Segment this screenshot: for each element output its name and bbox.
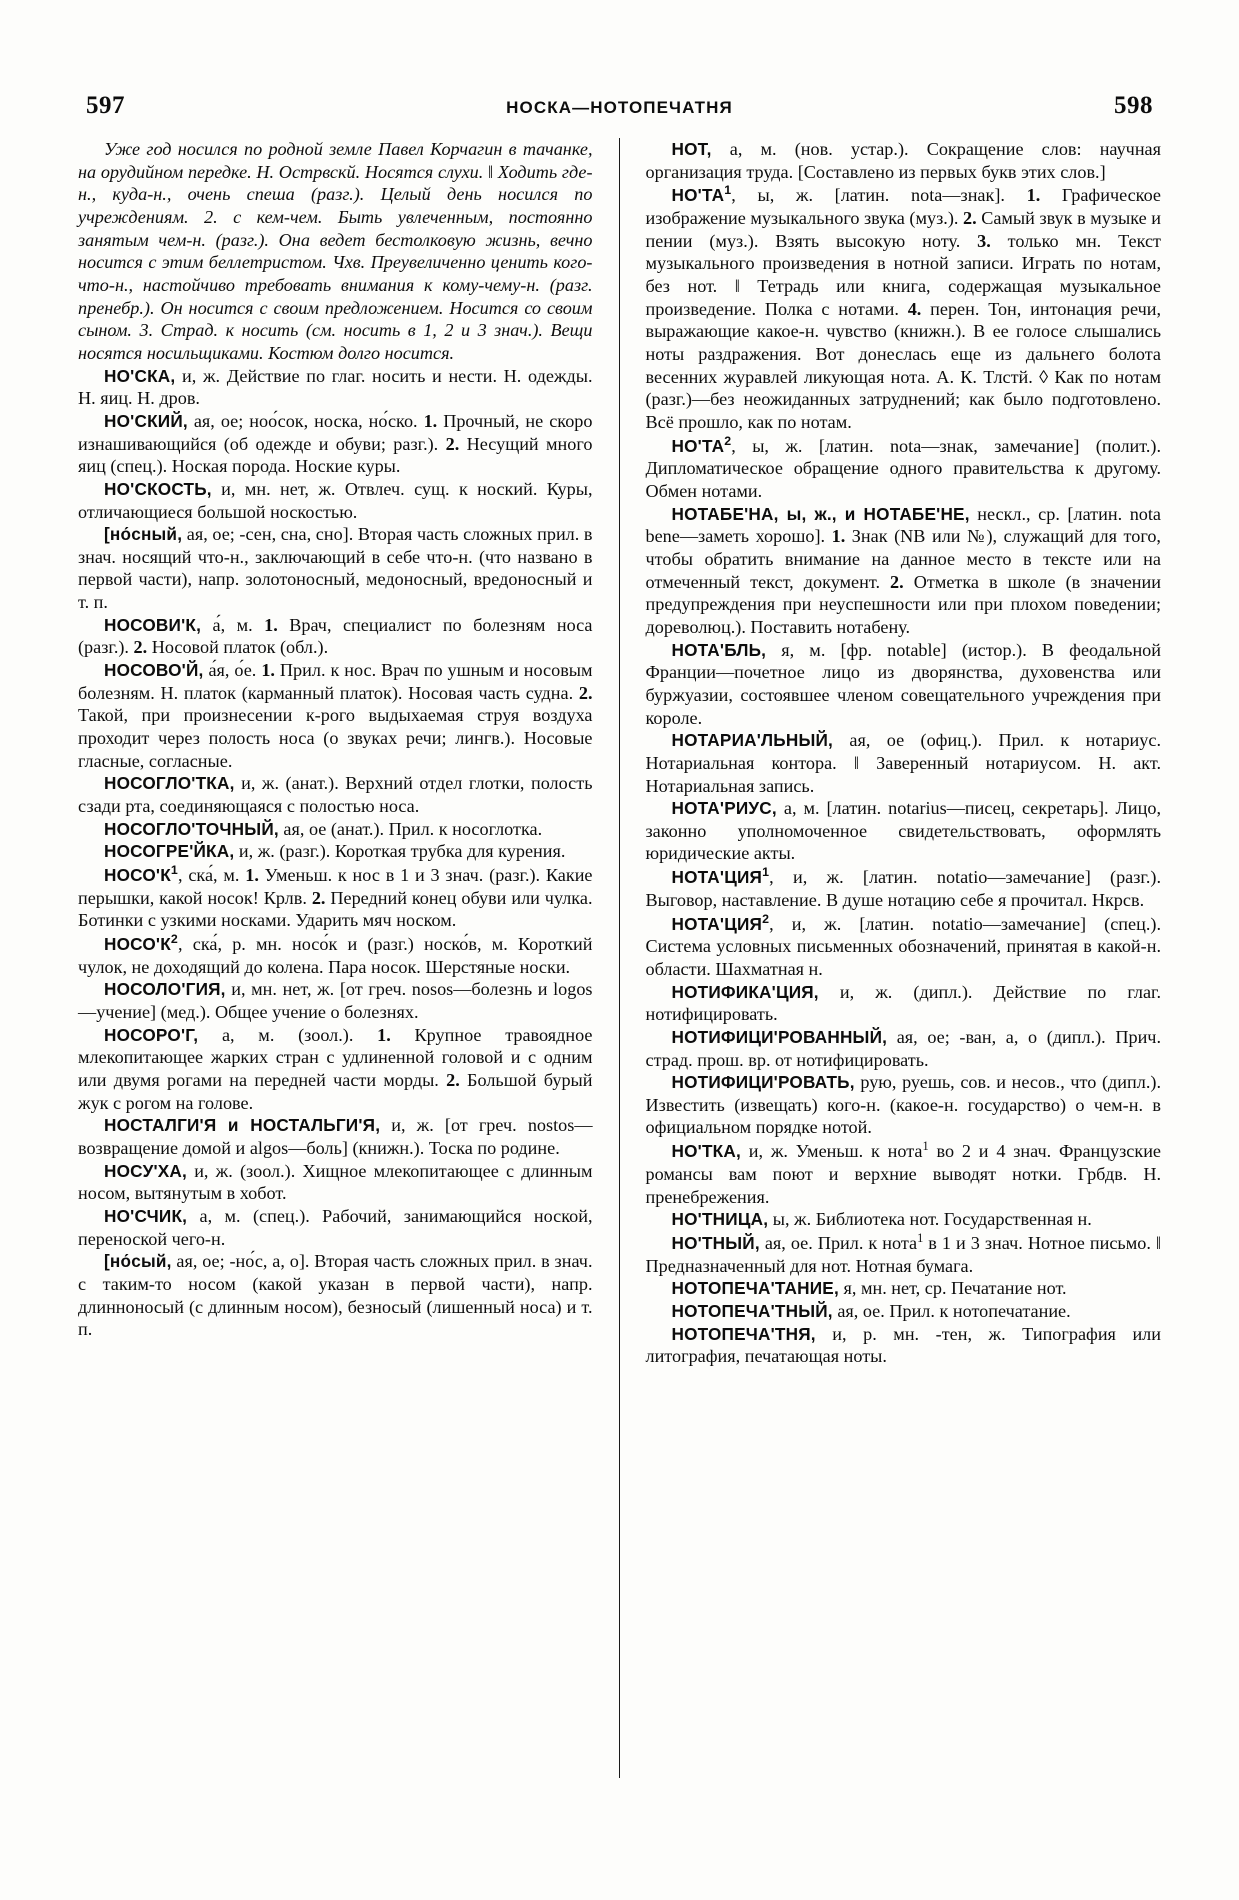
- entry-superscript: 1: [762, 865, 770, 880]
- dictionary-entry: [78, 863, 593, 932]
- columns: [78, 138, 1161, 1778]
- entry-body: и, ж. Уменьш. к нота$^1$ во 2 и 4 знач. Французские романсы вам поют и верхние выводят нотки. Грбдв. Н. пренебрежения.: [645, 1139, 1161, 1207]
- entry-superscript: 1: [724, 183, 732, 198]
- entry-superscript: 2: [170, 932, 178, 947]
- continuation-paragraph: Уже год носился по родной земле Павел Корчагин в тачанке, на орудийном передке. Н. Острвскй. Носятся слухи. ‖ Ходить где-н., куда-н., очень спеша (разг.). Целый день носился по учреждениям. 2. с кем-чем. Быть увлеченным, постоянно занятым чем-н. (разг.). Она ведет бестолковую жизнь, вечно носится с этим беллетристом. Чхв. Преувеличенно ценить кого-что-н., настойчиво требовать внимания к кому-чему-н. (разг. пренебр.). Он носится с своим предложением. Носится со своим сыном. 3. Страд. к носить (см. носить в 1, 2 и 3 знач.). Вещи носятся носильщиками. Костюм долго носится.: [78, 139, 593, 363]
- dictionary-entry: [78, 1205, 593, 1250]
- dictionary-entry: [78, 818, 593, 841]
- entry-body: а́, м. 1. Врач, специалист по болезням носа (разг.). 2. Носовой платок (обл.).: [78, 614, 593, 658]
- entry-headword: НОСУ'ХА,: [104, 1160, 187, 1181]
- entry-list-left: [78, 365, 593, 1341]
- dictionary-entry: [646, 729, 1162, 797]
- entry-headword: НОСОЛО'ГИЯ,: [104, 979, 226, 1000]
- dictionary-entry: [646, 981, 1162, 1026]
- entry-body: , и, ж. [латин. notatio—замечание] (спец.). Система условных письменных обозначений, принятая в какой-н. области. Шахматная н.: [645, 913, 1161, 979]
- entry-body: а, м. (спец.). Рабочий, занимающийся ноской, переноской чего-н.: [78, 1205, 593, 1249]
- entry-superscript: 2: [724, 433, 732, 448]
- dictionary-entry: [78, 614, 593, 659]
- entry-headword: НО'ТНЫЙ,: [671, 1232, 760, 1253]
- entry-body: ы, ж. Библиотека нот. Государственная н.: [768, 1209, 1092, 1230]
- dictionary-entry: [646, 912, 1162, 981]
- dictionary-entry: [78, 932, 593, 978]
- entry-body: и, ж. (разг.). Короткая трубка для курения.: [234, 841, 566, 862]
- entry-headword: НО'ТНИЦА,: [671, 1209, 769, 1230]
- entry-body: и, ж. Действие по глаг. носить и нести. Н. одежды. Н. яиц. Н. дров.: [78, 365, 593, 409]
- entry-body: , ы, ж. [латин. nota—знак]. 1. Графическое изображение музыкального звука (муз.). 2. Самый звук в музыке и пении (муз.). Взять высокую ноту. 3. только мн. Текст музыкального произведения в нотной записи. Играть по нотам, без нот. ‖ Тетрадь или книга, содержащая музыкальное произведение. Полка с нотами. 4. перен. Тон, интонация речи, выражающие какое-н. чувство (книжн.). В ее голосе слышались ноты раздражения. Вот донеслась еще из дальнего болота весенних журавлей ликующая нота. А. К. Тлстй. ◊ Как по нотам (разг.)—без неожиданных затруднений; как было подготовлено. Всё прошло, как по нотам.: [645, 185, 1161, 432]
- entry-headword: НОСОВО'Й,: [104, 660, 204, 681]
- entry-body: нескл., ср. [латин. nota bene—заметь хорошо]. 1. Знак (NB или №), служащий для того, чтобы обратить внимание на данное место в тексте или на отмеченный текст, документ. 2. Отметка в школе (в значении предупреждения при неуспешности или при плохом поведении; дореволюц.). Поставить нотабену.: [645, 503, 1162, 637]
- entry-headword: НО'СКИЙ,: [104, 410, 188, 431]
- entry-headword: НОТОПЕЧА'ТНЯ,: [671, 1323, 816, 1344]
- entry-body: ая, ое; -но́с, а, о]. Вторая часть сложных прил. в знач. с таким-то носом (какой указан в первой части), напр. длинноносый (с длинным носом), безносый (лишенный носа) и т. п.: [78, 1251, 593, 1340]
- entry-body: я, м. [фр. notable] (истор.). В феодальной Франции—почетное лицо из дворянства, духовенства или буржуазии, состоявшее членом совещательного учреждения при короле.: [645, 639, 1161, 728]
- entry-headword: НО'ТКА,: [671, 1141, 741, 1162]
- dictionary-entry: [646, 503, 1162, 639]
- entry-superscript: 2: [762, 911, 770, 926]
- entry-headword: НОТАБЕ'НА, ы, ж., и НОТАБЕ'НЕ,: [671, 503, 970, 524]
- entry-headword: НОСОВИ'К,: [104, 614, 202, 635]
- folio-right: 598: [1113, 92, 1153, 119]
- dictionary-entry: [78, 978, 593, 1023]
- entry-headword: НОТА'ЦИЯ: [671, 867, 763, 888]
- entry-body: ая, ое; -сен, сна, сно]. Вторая часть сложных прил. в знач. носящий что-н., заключающий в себе что-н. (что названо в первой части), напр. золотоносный, медоносный, вредоносный и т. п.: [78, 524, 593, 613]
- dictionary-entry: [646, 1300, 1162, 1323]
- dictionary-entry: [646, 183, 1162, 433]
- dictionary-entry: [78, 365, 593, 410]
- entry-headword: НО'СКОСТЬ,: [104, 478, 212, 499]
- entry-headword: НОСОГЛО'ТОЧНЫЙ,: [104, 818, 279, 839]
- dictionary-entry: [78, 1024, 593, 1115]
- entry-body: и, ж. (анат.). Верхний отдел глотки, полость сзади рта, соединяющаяся с полостью носа.: [78, 773, 593, 817]
- entry-body: , ска́, м. 1. Уменьш. к нос в 1 и 3 знач. (разг.). Какие перышки, какой носок! Крлв. 2. Передний конец обуви или чулка. Ботинки с узкими носками. Ударить мяч носком.: [78, 865, 593, 931]
- entry-headword: НО'СКА,: [104, 365, 176, 386]
- dictionary-entry: [78, 772, 593, 817]
- dictionary-entry: [646, 1139, 1162, 1208]
- entry-headword: НОСТАЛГИ'Я и НОСТАЛЬГИ'Я,: [104, 1115, 381, 1136]
- entry-headword: НОТА'ЦИЯ: [671, 913, 763, 934]
- entry-body: и, р. мн. -тен, ж. Типография или литография, печатающая ноты.: [645, 1323, 1161, 1367]
- dictionary-entry: [646, 1277, 1162, 1300]
- entry-headword: НОТОПЕЧА'ТАНИЕ,: [671, 1278, 839, 1299]
- entry-headword: НОТА'БЛЬ,: [671, 639, 767, 660]
- entry-body: ая, ое (офиц.). Прил. к нотариус. Нотариальная контора. ‖ Заверенный нотариусом. Н. акт. Нотариальная запись.: [645, 730, 1161, 796]
- dictionary-entry: [646, 138, 1162, 183]
- dictionary-entry: [78, 478, 593, 523]
- entry-body: , ы, ж. [латин. nota—знак, замечание] (полит.). Дипломатическое обращение одного правительства к другому. Обмен нотами.: [645, 435, 1161, 501]
- dictionary-entry: [78, 1160, 593, 1205]
- entry-body: ая, ое (анат.). Прил. к носоглотка.: [278, 818, 543, 839]
- entry-body: и, ж. [от греч. nostos—возвращение домой и algos—боль] (книжн.). Тоска по родине.: [78, 1115, 593, 1158]
- dictionary-entry: [78, 659, 593, 772]
- entry-headword: [но́сый,: [104, 1251, 172, 1272]
- entry-body: а, м. (зоол.). 1. Крупное травоядное млекопитающее жарких стран с удлиненной головой и с одним или двумя рогами на передней части морды. 2. Большой бурый жук с рогом на голове.: [78, 1024, 593, 1113]
- entry-headword: НОТА'РИУС,: [671, 798, 777, 819]
- entry-headword: НО'ТА: [671, 435, 725, 456]
- folio-left: 597: [86, 92, 125, 119]
- entry-headword: [но́сный,: [104, 524, 183, 545]
- entry-body: ая, ое. Прил. к нотопечатание.: [832, 1300, 1071, 1321]
- dictionary-entry: [78, 523, 593, 614]
- entry-headword: НОТИФИКА'ЦИЯ,: [671, 981, 819, 1002]
- entry-body: ая, ое; -ван, а, о (дипл.). Прич. страд. прош. вр. от нотифицировать.: [645, 1026, 1161, 1070]
- dictionary-entry: [646, 865, 1162, 911]
- dictionary-entry: [646, 1208, 1162, 1231]
- entry-headword: НО'СЧИК,: [104, 1205, 188, 1226]
- entry-headword: НОСО'К: [104, 865, 171, 886]
- dictionary-entry: [646, 1071, 1162, 1139]
- entry-body: а́я, о́е. 1. Прил. к нос. Врач по ушным и носовым болезням. Н. платок (карманный платок). Носовая часть судна. 2. Такой, при произнесении к-рого выдыхаемая струя воздуха проходит через полость носа (о звуках речи; лингв.). Носовые гласные, согласные.: [78, 660, 593, 771]
- entry-headword: НОТИФИЦИ'РОВАТЬ,: [671, 1072, 855, 1093]
- entry-body: я, мн. нет, ср. Печатание нот.: [838, 1278, 1067, 1299]
- entry-body: и, мн. нет, ж. Отвлеч. сущ. к ноский. Куры, отличающиеся большой носкостью.: [78, 478, 593, 522]
- entry-body: и, ж. (зоол.). Хищное млекопитающее с длинным носом, вытянутым в хобот.: [78, 1160, 593, 1204]
- entry-headword: НОТ,: [671, 139, 712, 159]
- dictionary-entry: [646, 639, 1162, 730]
- dictionary-entry: [78, 410, 593, 478]
- entry-body: и, ж. (дипл.). Действие по глаг. нотифицировать.: [645, 981, 1161, 1025]
- dictionary-entry: [646, 1231, 1162, 1277]
- entry-headword: НОТАРИА'ЛЬНЫЙ,: [671, 730, 834, 751]
- entry-body: рую, руешь, сов. и несов., что (дипл.). Известить (извещать) кого-н. (какое-н. государство) о чем-н. в официальном порядке нотой.: [645, 1072, 1161, 1138]
- dictionary-entry: [646, 1026, 1162, 1071]
- entry-list-right: [646, 138, 1162, 1368]
- entry-body: ая, ое. Прил. к нота$^1$ в 1 и 3 знач. Нотное письмо. ‖ Предназначенный для нот. Нотная бумага.: [645, 1230, 1161, 1276]
- entry-headword: НОТОПЕЧА'ТНЫЙ,: [671, 1300, 833, 1321]
- page-title: НОСКА—НОТОПЕЧАТНЯ: [506, 98, 733, 117]
- entry-superscript: 1: [170, 863, 178, 877]
- entry-headword: НОСО'К: [104, 934, 171, 955]
- entry-body: , ска́, р. мн. носо́к и (разг.) носко́в, м. Короткий чулок, не доходящий до колена. Пара носок. Шерстяные носки.: [78, 934, 593, 977]
- entry-headword: НОСОГЛО'ТКА,: [104, 773, 235, 794]
- entry-headword: НО'ТА: [671, 185, 725, 206]
- dictionary-entry: [646, 434, 1162, 503]
- dictionary-entry: [78, 840, 593, 863]
- column-right: [620, 138, 1162, 1778]
- entry-body: , и, ж. [латин. notatio—замечание] (разг.). Выговор, наставление. В душе нотацию себе я прочитал. Нкрсв.: [645, 867, 1161, 910]
- column-left: [78, 138, 620, 1778]
- entry-body: а, м. [латин. notarius—писец, секретарь]. Лицо, законно уполномоченное свидетельствовать, оформлять юридические акты.: [645, 798, 1161, 864]
- dictionary-entry: [646, 797, 1162, 865]
- entry-headword: НОТИФИЦИ'РОВАННЫЙ,: [671, 1026, 888, 1047]
- dictionary-entry: [646, 1323, 1162, 1368]
- entry-body: и, мн. нет, ж. [от греч. nosos—болезнь и logos—учение] (мед.). Общее учение о болезнях.: [78, 979, 593, 1023]
- dictionary-entry: [78, 1250, 593, 1341]
- entry-body: а, м. (нов. устар.). Сокращение слов: научная организация труда. [Составлено из первых букв этих слов.]: [645, 139, 1161, 182]
- entry-headword: НОСОГРЕ'ЙКА,: [104, 841, 235, 862]
- entry-headword: НОСОРО'Г,: [104, 1024, 199, 1045]
- entry-body: ая, ое; ноо́сок, носка, но́ско. 1. Прочный, не скоро изнашивающийся (об одежде и обуви; разг.). 2. Несущий много яиц (спец.). Ноская порода. Ноские куры.: [78, 410, 593, 477]
- running-head: [78, 92, 1161, 120]
- dictionary-entry: [78, 1114, 593, 1159]
